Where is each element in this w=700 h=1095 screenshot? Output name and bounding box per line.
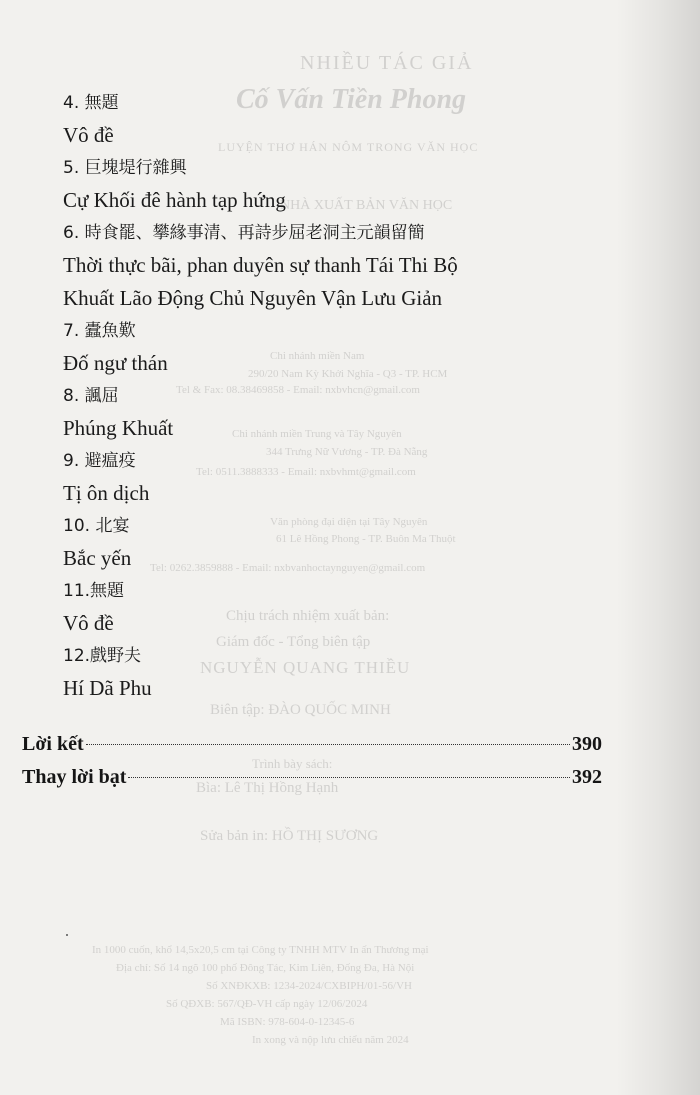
bleed-branch-highlands: Văn phòng đại diện tại Tây Nguyên xyxy=(270,516,428,528)
poem-viet-title: Vô đề xyxy=(63,123,114,147)
bleed-editor: Biên tập: ĐÀO QUỐC MINH xyxy=(210,702,391,718)
bleed-contact-south: Tel & Fax: 08.38469858 - Email: nxbvhcn@gmail.com xyxy=(176,384,420,396)
bleed-responsible: Chịu trách nhiệm xuất bản: xyxy=(226,608,390,624)
bleed-print-address: Địa chỉ: Số 14 ngõ 100 phố Đông Tác, Kim Liên, Đống Đa, Hà Nội xyxy=(116,962,415,974)
bleed-deposit: In xong và nộp lưu chiểu năm 2024 xyxy=(252,1034,409,1046)
toc-page-number: 392 xyxy=(572,766,602,788)
poem-viet-title: Thời thực bãi, phan duyên sự thanh Tái Thi Bộ xyxy=(63,253,458,277)
bleed-publisher-line: NHÀ XUẤT BẢN VĂN HỌC xyxy=(280,198,453,213)
toc-page-number: 390 xyxy=(572,733,602,755)
bleed-title-line: Cố Vấn Tiền Phong xyxy=(236,84,467,115)
bleed-proofreader: Sửa bản in: HỒ THỊ SƯƠNG xyxy=(200,828,379,844)
poem-han-title: 9. 避瘟疫 xyxy=(63,451,136,471)
bleed-author-line: NHIỀU TÁC GIẢ xyxy=(300,52,474,74)
bleed-cover: Bìa: Lê Thị Hồng Hạnh xyxy=(196,780,339,796)
poem-han-title: 7. 蠹魚歎 xyxy=(63,321,136,341)
poem-viet-title: Phúng Khuất xyxy=(63,416,174,440)
poem-han-title: 8. 諷屈 xyxy=(63,386,119,406)
bleed-decision: Số QĐXB: 567/QĐ-VH cấp ngày 12/06/2024 xyxy=(166,998,368,1010)
poem-viet-title: Tị ôn dịch xyxy=(63,481,150,505)
bleed-registration: Số XNĐKXB: 1234-2024/CXBIPH/01-56/VH xyxy=(206,980,412,992)
bleed-isbn: Mã ISBN: 978-604-0-12345-6 xyxy=(220,1016,355,1028)
toc-entry-loi-ket[interactable] xyxy=(22,733,602,756)
bleed-print-info: In 1000 cuốn, khổ 14,5x20,5 cm tại Công ty TNHH MTV In ấn Thương mại xyxy=(92,944,429,956)
poem-viet-title: Cự Khối đê hành tạp hứng xyxy=(63,188,286,212)
bleed-layout: Trình bày sách: xyxy=(252,756,333,771)
bleed-director: Giám đốc - Tổng biên tập xyxy=(216,634,371,650)
toc-entry-title: Thay lời bạt xyxy=(22,766,127,788)
bleed-address-highlands: 61 Lê Hồng Phong - TP. Buôn Ma Thuột xyxy=(276,533,456,545)
poem-viet-title: Bắc yến xyxy=(63,546,132,570)
poem-viet-title: Đố ngư thán xyxy=(63,351,168,375)
poem-viet-title-continued: Khuất Lão Động Chủ Nguyên Vận Lưu Giản xyxy=(63,286,443,310)
poem-han-title: 12.戲野夫 xyxy=(63,646,142,666)
bleed-director-name: NGUYỄN QUANG THIỀU xyxy=(200,658,411,677)
poem-viet-title: Vô đề xyxy=(63,611,114,635)
poem-han-title: 11.無題 xyxy=(63,581,125,601)
poem-han-title: 6. 時食罷、攀緣事清、再詩步屈老洞主元韻留簡 xyxy=(63,223,425,243)
bleed-address-south: 290/20 Nam Kỳ Khởi Nghĩa - Q3 - TP. HCM xyxy=(248,368,448,380)
bleed-branch-central: Chi nhánh miền Trung và Tây Nguyên xyxy=(232,428,402,440)
bleed-contact-highlands: Tel: 0262.3859888 - Email: nxbvanhoctaynguyen@gmail.com xyxy=(150,562,426,574)
poem-han-title: 10. 北宴 xyxy=(63,516,130,536)
toc-entry-thay-loi-bat[interactable] xyxy=(22,766,602,789)
poem-viet-title: Hí Dã Phu xyxy=(63,676,152,700)
bleed-subtitle-line: LUYỆN THƠ HÁN NÔM TRONG VĂN HỌC xyxy=(218,140,479,154)
bleed-branch-south: Chi nhánh miền Nam xyxy=(270,350,365,362)
bleed-address-central: 344 Trưng Nữ Vương - TP. Đà Nẵng xyxy=(266,446,428,458)
poem-han-title: 4. 無題 xyxy=(63,93,119,113)
paper-speck xyxy=(66,934,68,936)
bleed-contact-central: Tel: 0511.3888333 - Email: nxbvhmt@gmail.com xyxy=(196,466,416,478)
toc-entry-title: Lời kết xyxy=(22,733,84,755)
toc-dot-leader xyxy=(86,743,570,745)
toc-dot-leader xyxy=(128,776,570,778)
poem-list xyxy=(63,87,458,705)
poem-han-title: 5. 巨塊堤行雜興 xyxy=(63,158,187,178)
